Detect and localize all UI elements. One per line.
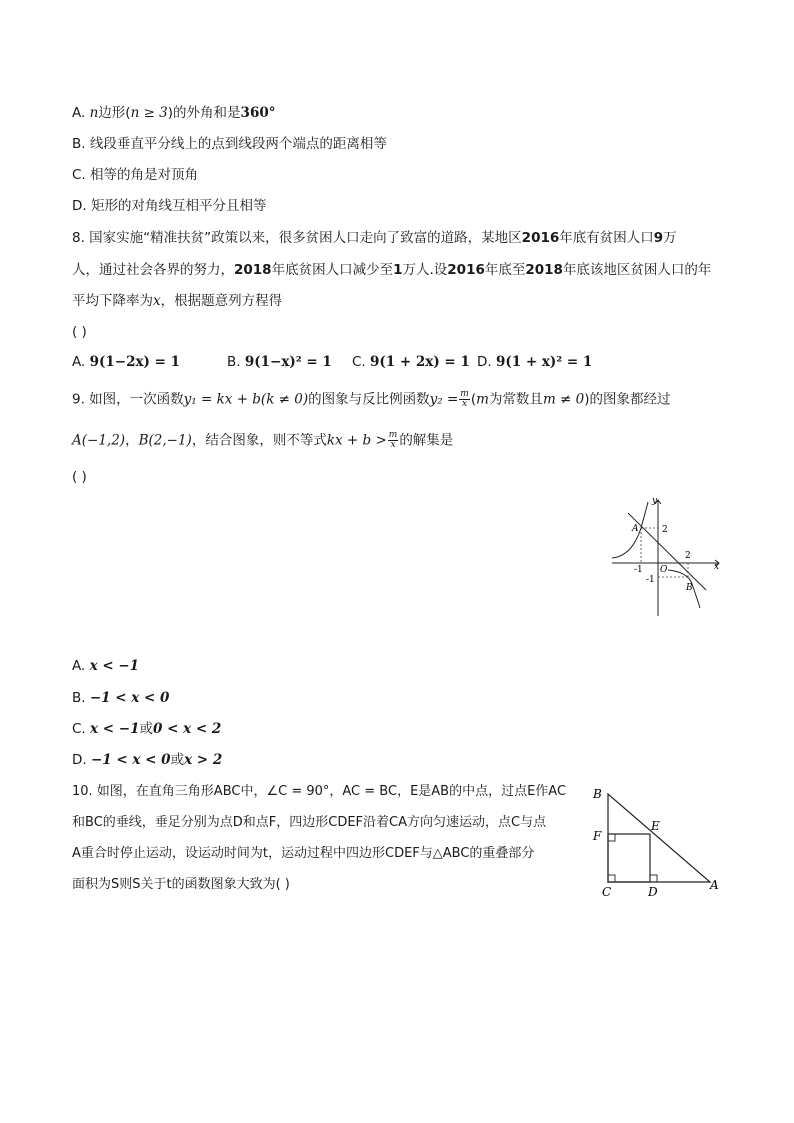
q9-option-d: D. −1 < x < 0或x > 2: [72, 752, 223, 768]
tick-y-neg1: -1: [646, 575, 655, 585]
q9-stem-line-2: A(−1,2)，B(2,−1)，结合图象，则不等式kx + b > $\frac{m}{x}$ 的解集是: [72, 430, 454, 450]
hyperbola-branch-lower: [668, 570, 700, 608]
triangle-abc: [608, 794, 710, 882]
vertex-f-label: F: [593, 829, 602, 843]
q9-stem-line-1: 9. 如图，一次函数y₁ = kx + b(k ≠ 0)的图象与反比例函数y₂ = $\frac{m}{x}$ (m为常数且m ≠ 0)的图象都经过: [72, 389, 671, 409]
right-angle-marker-d: [650, 875, 657, 882]
q9-option-a: A. x < −1: [72, 658, 140, 674]
right-angle-marker-f: [608, 834, 615, 841]
q8-option-d: D. 9(1 + x)² = 1: [477, 354, 593, 370]
vertex-b-label: B: [593, 787, 602, 801]
tick-x-neg1: -1: [634, 565, 643, 575]
tick-x-2: 2: [685, 551, 691, 561]
q9-fraction-m-over-x-2: $\frac{m}{x}$: [388, 430, 398, 450]
q10-stem-line-2: 和BC的垂线，垂足分别为点D和点F，四边形CDEF沿着CA方向匀速运动，点C与点: [72, 815, 547, 830]
q8-stem-line-3: 平均下降率为x，根据题意列方程得: [72, 293, 283, 309]
q10-stem-line-3: A重合时停止运动，设运动时间为t，运动过程中四边形CDEF与△ABC的重叠部分: [72, 846, 535, 861]
q8-option-a: A. 9(1−2x) = 1: [72, 354, 181, 370]
q9-option-c: C. x < −1或0 < x < 2: [72, 721, 222, 737]
q7-option-d: D. 矩形的对角线互相平分且相等: [72, 198, 267, 214]
q10-stem-line-1: 10. 如图，在直角三角形ABC中，∠C = 90°，AC = BC，E是AB的中点，过点E作AC: [72, 784, 567, 799]
vertex-e-label: E: [651, 819, 660, 833]
right-angle-marker-c: [608, 875, 615, 882]
q9-function-graph: [608, 494, 728, 618]
q8-stem-line-1: 8. 国家实施“精准扶贫”政策以来，很多贫困人口走向了致富的道路，某地区2016年底有贫困人口9万: [72, 230, 677, 246]
point-b-label: B: [686, 583, 693, 593]
q8-answer-paren: ( ): [72, 324, 87, 340]
q8-options: [72, 353, 592, 371]
vertex-a-label: A: [710, 878, 719, 892]
y-axis-label: y: [652, 496, 658, 506]
vertex-d-label: D: [648, 885, 658, 899]
hyperbola-branch-upper: [612, 502, 648, 558]
q8-option-c: C. 9(1 + 2x) = 1: [352, 354, 470, 370]
q9-answer-paren: ( ): [72, 469, 87, 485]
q8-stem-line-2: 人，通过社会各界的努力，2018年底贫困人口减少至1万人.设2016年底至2018年底该地区贫困人口的年: [72, 262, 712, 278]
q9-option-b: B. −1 < x < 0: [72, 690, 170, 706]
q10-triangle-figure: [588, 782, 728, 900]
q10-stem-line-4: 面积为S则S关于t的函数图象大致为( ): [72, 877, 290, 892]
vertex-c-label: C: [602, 885, 612, 899]
tick-y-2: 2: [662, 525, 668, 535]
q9-fraction-m-over-x: $\frac{m}{x}$: [460, 389, 469, 409]
q7-option-a: A. n边形(n ≥ 3)的外角和是360°: [72, 105, 276, 121]
point-a-label: A: [632, 524, 639, 534]
q8-option-b: B. 9(1−x)² = 1: [227, 354, 332, 370]
x-axis-label: x: [714, 562, 720, 572]
q7-option-c: C. 相等的角是对顶角: [72, 167, 199, 183]
q7-option-b: B. 线段垂直平分线上的点到线段两个端点的距离相等: [72, 136, 387, 152]
origin-label: O: [660, 565, 668, 575]
